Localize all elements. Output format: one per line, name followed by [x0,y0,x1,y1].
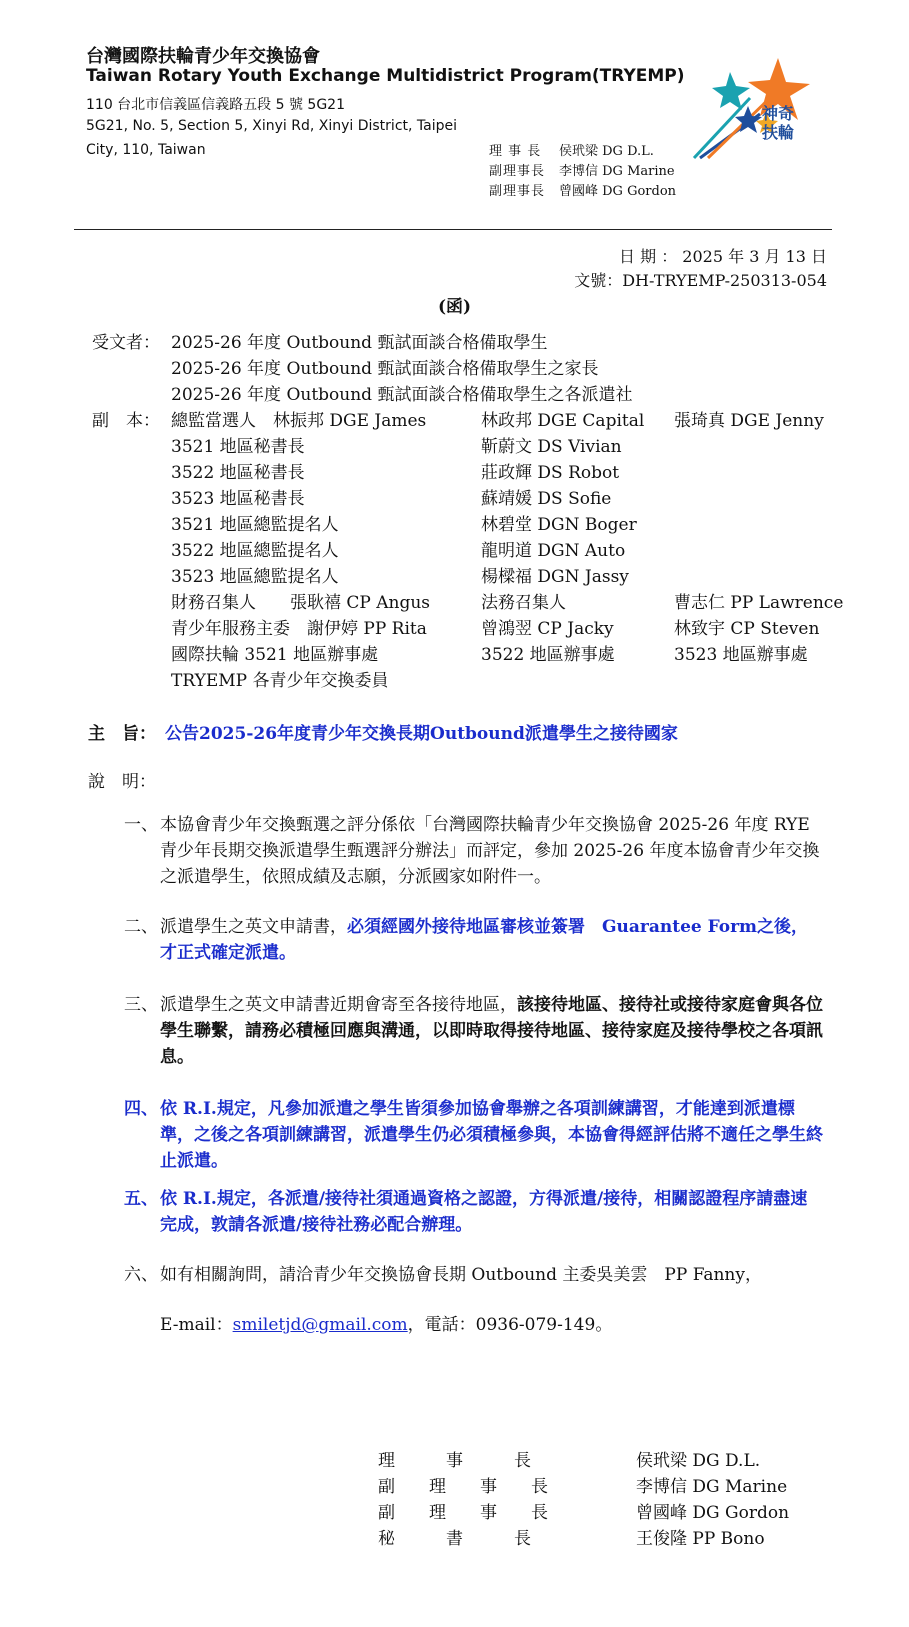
org-name-zh: 台灣國際扶輪青少年交換協會 [86,46,320,67]
officer-title: 理 事 長 [489,144,542,159]
recipient-label: 受文者： [92,333,160,353]
logo-text-2: 扶輪 [762,123,795,142]
cc-entry: 龍明道 DGN Auto [481,541,626,561]
recipient-line: 2025-26 年度 Outbound 甄試面談合格備取學生之家長 [171,359,599,379]
cc-entry: 3523 地區總監提名人 [171,567,339,587]
cc-entry: 3521 地區秘書長 [171,437,305,457]
contact-line [160,1310,612,1335]
cc-entry: TRYEMP 各青少年交換委員 [171,671,389,691]
signature-name: 李博信 DG Marine [636,1477,788,1497]
cc-entry: 國際扶輪 3521 地區辦事處 [171,645,379,665]
item-text: 本協會青少年交換甄選之評分係依「台灣國際扶輪青少年交換協會 2025-26 年度 RYE 青少年長期交換派遣學生甄選評分辦法」而評定，參加 2025-26 年度本協會青少年交換之派遣學生，依照成績及志願，分派國家如附件一。 [160,815,820,887]
explain-item-4 [124,1096,824,1174]
cc-entry: 總監當選人 林振邦 DGE James [171,411,427,431]
item-number: 一、 [124,815,158,835]
item-text: 依 R.I.規定，凡參加派遣之學生皆須參加協會舉辦之各項訓練講習，才能達到派遣標準，之後之各項訓練講習，派遣學生仍必須積極參與，本協會得經評估將不適任之學生終止派遣。 [160,1099,823,1171]
cc-entry: 曹志仁 PP Lawrence [674,593,844,613]
email-label: E-mail： [160,1315,233,1335]
item-number: 三、 [124,995,158,1015]
item-number: 五、 [124,1189,158,1209]
signature-title: 副 理 事 長 [378,1503,548,1523]
item-number: 四、 [124,1099,158,1119]
explain-item-1 [124,812,824,890]
explain-item-3 [124,992,824,1070]
recipient-line: 2025-26 年度 Outbound 甄試面談合格備取學生 [171,333,548,353]
cc-entry: 財務召集人 張耿禧 CP Angus [171,593,431,613]
cc-entry: 張琦真 DGE Jenny [674,411,824,431]
officer-title: 副理事長 [489,184,546,199]
item-text: 派遣學生之英文申請書近期會寄至各接待地區， [160,995,517,1015]
cc-entry: 林政邦 DGE Capital [481,411,645,431]
signature-name: 王俊隆 PP Bono [636,1529,765,1549]
cc-entry: 法務召集人 [481,593,566,613]
email-link[interactable]: smiletjd@gmail.com [232,1315,408,1335]
cc-entry: 3523 地區辦事處 [674,645,808,665]
header-officer [489,180,676,199]
address-line-2: 5G21, No. 5, Section 5, Xinyi Rd, Xinyi District, Taipei [86,118,457,134]
cc-entry: 莊政輝 DS Robot [481,463,620,483]
doc-number: 文號：DH-TRYEMP-250313-054 [574,271,827,290]
item-text: 依 R.I.規定，各派遣/接待社須通過資格之認證，方得派遣/接待，相關認證程序請盡速完成，敦請各派遣/接待社務必配合辦理。 [160,1189,808,1235]
cc-entry: 3522 地區辦事處 [481,645,615,665]
cc-label: 副 本： [92,411,160,431]
item-number: 二、 [124,917,158,937]
cc-entry: 3522 地區總監提名人 [171,541,339,561]
cc-entry: 曾鴻翌 CP Jacky [481,619,614,639]
doc-date: 日 期 ： 2025 年 3 月 13 日 [619,247,827,266]
phone-text: ，電話：0936-079-149。 [407,1315,613,1335]
signature-name: 曾國峰 DG Gordon [636,1503,790,1523]
header-officer [489,140,654,159]
letter-type: (函) [437,297,472,317]
cc-entry: 靳蔚文 DS Vivian [481,437,622,457]
item-text: 如有相關詢問，請洽青少年交換協會長期 Outbound 主委吳美雲 PP Fanny， [160,1265,762,1285]
explain-item-6 [124,1262,824,1288]
cc-entry: 3523 地區秘書長 [171,489,305,509]
subject-text: 公告2025-26年度青少年交換長期Outbound派遣學生之接待國家 [165,724,678,744]
item-number: 六、 [124,1265,158,1285]
cc-entry: 林碧堂 DGN Boger [481,515,637,535]
header-officer [489,160,675,179]
item-text: 派遣學生之英文申請書， [160,917,347,937]
cc-entry: 蘇靖媛 DS Sofie [481,489,612,509]
recipient-line: 2025-26 年度 Outbound 甄試面談合格備取學生之各派遣社 [171,385,633,405]
item-text-highlight: 必須經國外接待地區審核並簽署 Guarantee Form之後，才正式確定派遣。 [160,917,809,963]
officer-title: 副理事長 [489,164,546,179]
address-line-3: City, 110, Taiwan [86,142,206,158]
signature-title: 秘 書 長 [378,1529,531,1549]
item-text-highlight: 該接待地區、接待社或接待家庭會與各位學生聯繫，請務必積極回應與溝通，以即時取得接待地區、接待家庭及接待學校之各項訊息。 [160,995,823,1067]
org-name-en: Taiwan Rotary Youth Exchange Multidistrict Program(TRYEMP) [86,66,685,86]
signature-name: 侯玳梁 DG D.L. [636,1451,761,1471]
signature-title: 副 理 事 長 [378,1477,548,1497]
explain-item-2 [124,914,824,966]
officer-name: 侯玳梁 DG D.L. [559,144,654,159]
signature-title: 理 事 長 [378,1451,531,1471]
logo-text-1: 神奇 [762,104,795,123]
header-divider [74,229,832,230]
cc-entry: 3521 地區總監提名人 [171,515,339,535]
cc-entry: 楊樑福 DGN Jassy [481,567,629,587]
subject-label: 主 旨： [88,724,156,744]
explain-item-5 [124,1186,824,1238]
cc-entry: 青少年服務主委 謝伊婷 PP Rita [171,619,427,639]
officer-name: 李博信 DG Marine [559,164,675,179]
officer-name: 曾國峰 DG Gordon [559,184,677,199]
cc-entry: 3522 地區秘書長 [171,463,305,483]
explain-label: 說 明： [88,772,156,792]
star-logo-icon [690,54,820,164]
rotary-logo [690,54,820,164]
cc-entry: 林致宇 CP Steven [674,619,820,639]
address-line-1: 110 台北市信義區信義路五段 5 號 5G21 [86,97,345,113]
